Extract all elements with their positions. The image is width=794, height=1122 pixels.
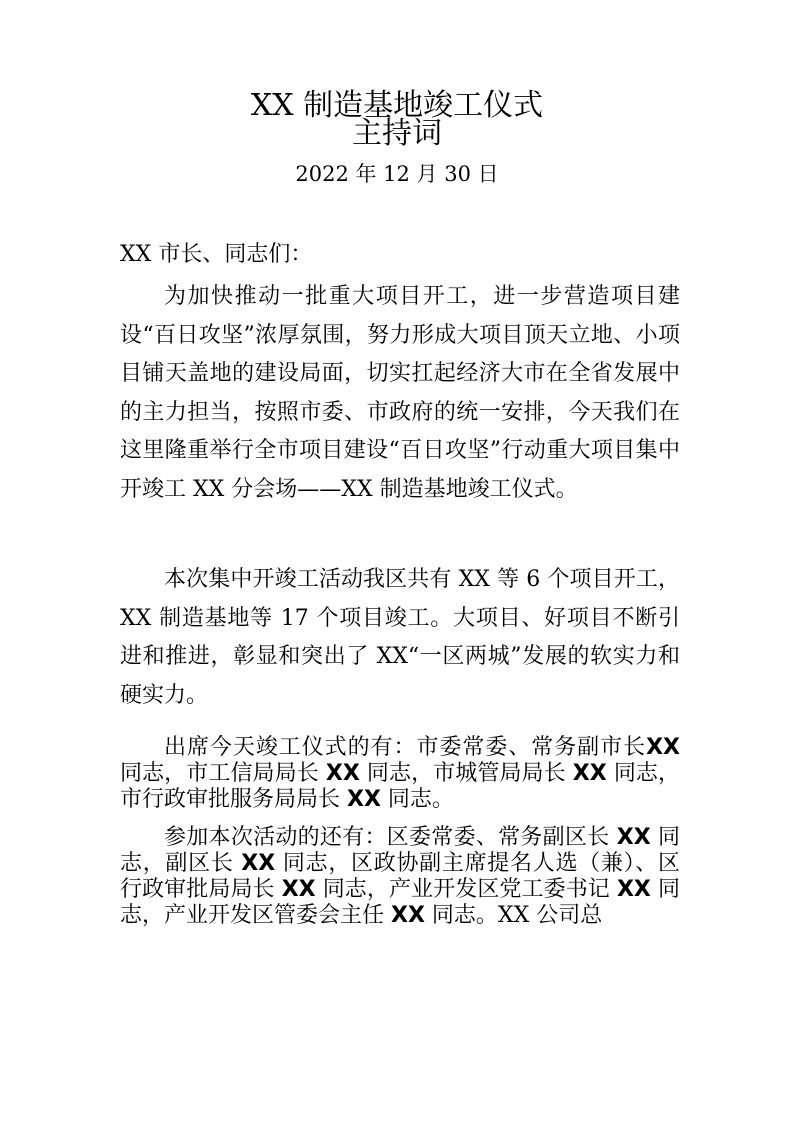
name-placeholder: XX — [616, 825, 651, 850]
name-placeholder: XX — [281, 877, 316, 902]
name-placeholder: XX — [616, 877, 651, 902]
name-placeholder: XX — [572, 761, 607, 786]
text-segment: 出席今天竣工仪式的有：市委常委、常务副市长 — [164, 735, 647, 760]
text-segment: 同志，副区长 — [120, 825, 681, 876]
text-segment: 同志，产业开发区管委会主任 — [120, 877, 680, 928]
text-segment: 同志，市城管局局长 — [359, 761, 573, 786]
text-segment: 参加本次活动的还有：区委常委、常务副区长 — [164, 825, 617, 850]
name-placeholder: XX — [241, 851, 276, 876]
text-segment: 同志，市行政审批服务局局长 — [120, 761, 680, 812]
document-subtitle: 主持词 — [352, 116, 442, 151]
paragraph-attendees-district — [120, 825, 680, 929]
paragraph-intro: 为加快推动一批重大项目开工，进一步营造项目建设“百日攻坚”浓厚氛围，努力形成大项目顶天立地、小项目铺天盖地的建设局面，切实扛起经济大市在全省发展中的主力担当，按照市委、市政府的统一安排，今天我们在这里隆重举行全市项目建设“百日攻坚”行动重大项目集中开竣工 XX 分会场——XX 制造基地竣工仪式。 — [120, 284, 680, 502]
paragraph-projects: 本次集中开竣工活动我区共有 XX 等 6 个项目开工，XX 制造基地等 17 个项目竣工。大项目、好项目不断引进和推进，彰显和突出了 XX“一区两城”发展的软实力和硬实力。 — [120, 567, 680, 708]
text-segment: 同志，产业开发区党工委书记 — [315, 877, 617, 902]
text-segment: 同志。 — [380, 787, 454, 812]
name-placeholder: XX — [646, 735, 680, 760]
salutation: XX 市长、同志们： — [120, 242, 313, 267]
document-title: XX 制造基地竣工仪式 — [250, 88, 544, 123]
text-segment: 同志，市工信局局长 — [120, 761, 326, 786]
name-placeholder: XX — [391, 903, 425, 928]
document-date: 2022 年 12 月 30 日 — [295, 162, 499, 186]
name-placeholder: XX — [325, 761, 360, 786]
name-placeholder: XX — [347, 787, 381, 812]
text-segment: 同志。XX 公司总 — [424, 903, 603, 928]
paragraph-attendees-city — [120, 735, 680, 813]
text-segment: 同志，区政协副主席提名人选（兼）、区行政审批局局长 — [120, 851, 680, 902]
